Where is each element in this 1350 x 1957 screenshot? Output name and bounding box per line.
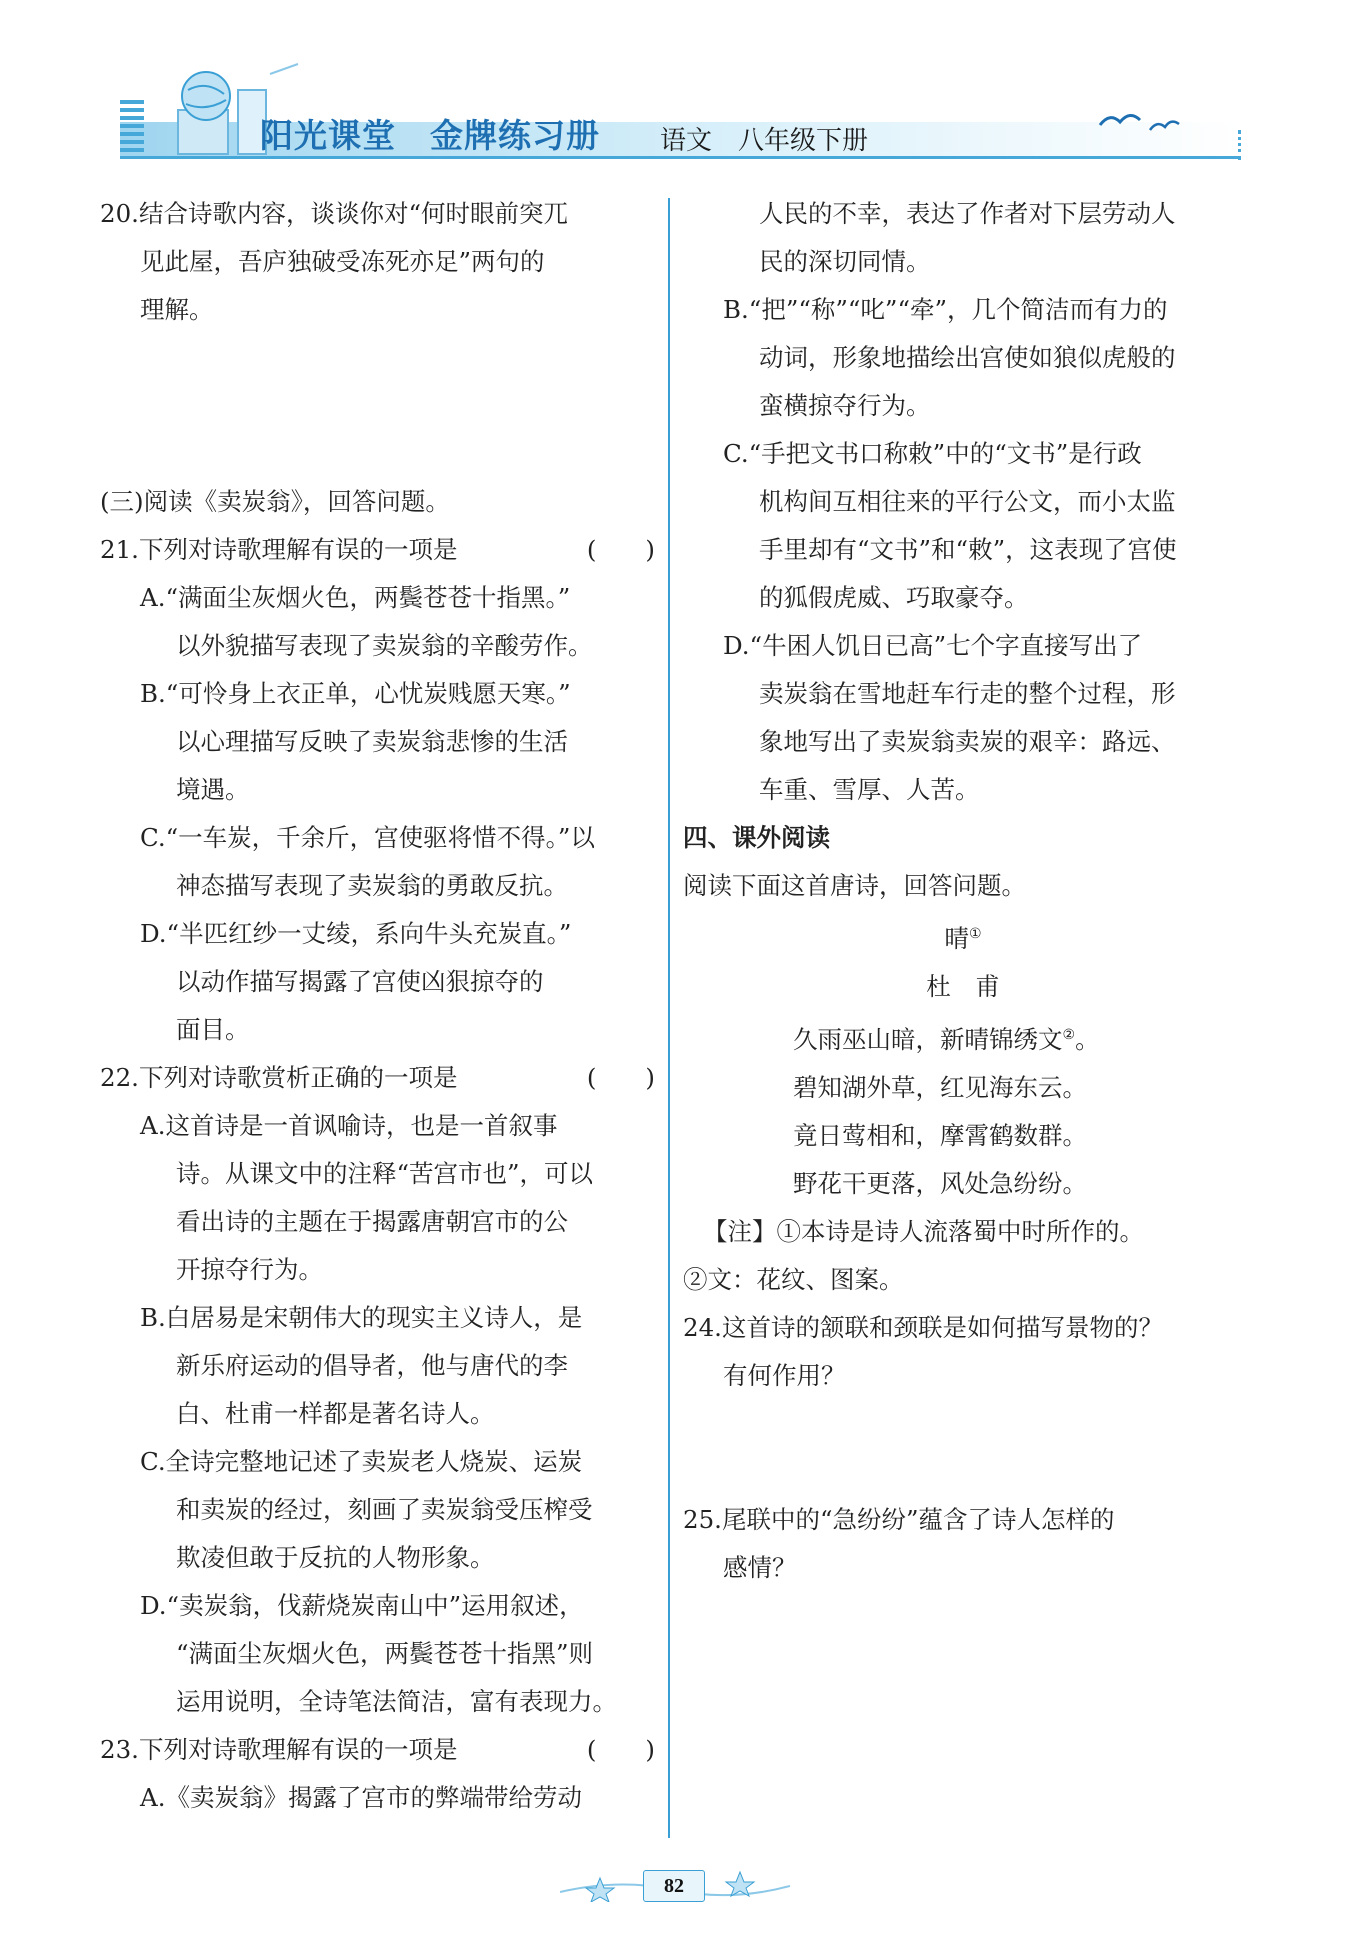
- option-line: A.《卖炭翁》揭露了宫市的弊端带给劳动: [140, 1783, 582, 1812]
- right-column: [683, 190, 1243, 1592]
- option-line: C.“手把文书口称敕”中的“文书”是行政: [723, 439, 1142, 468]
- poem-line-text: 久雨巫山暗，新晴锦绣文: [793, 1025, 1063, 1055]
- option-line: B.白居易是宋朝伟大的现实主义诗人，是: [140, 1303, 583, 1332]
- question-20-line: 理解。: [140, 295, 214, 324]
- option-line: 人民的不幸，表达了作者对下层劳动人: [759, 199, 1176, 228]
- poem-line: [683, 1011, 1243, 1064]
- option-line: A.这首诗是一首讽喻诗，也是一首叙事: [140, 1111, 558, 1140]
- poem-title: [683, 910, 1243, 963]
- option-line: 和卖炭的经过，刻画了卖炭翁受压榨受: [176, 1495, 593, 1524]
- option-line: B.“可怜身上衣正单，心忧炭贱愿天寒。”: [140, 679, 571, 708]
- option-line: 面目。: [176, 1015, 250, 1044]
- page-header: [100, 60, 1240, 170]
- header-dash-decoration: [1220, 130, 1241, 160]
- option-line: 卖炭翁在雪地赶车行走的整个过程，形: [759, 679, 1176, 708]
- question-25-line: 感情？: [723, 1553, 797, 1583]
- option-line: C.全诗完整地记述了卖炭老人烧炭、运炭: [140, 1447, 583, 1476]
- reading-instruction: 阅读下面这首唐诗，回答问题。: [683, 871, 1026, 900]
- poem-line: 竟日莺相和，摩霄鹤数群。: [793, 1121, 1087, 1151]
- option-line: 机构间互相往来的平行公文，而小太监: [759, 487, 1176, 516]
- birds-icon: [1095, 100, 1195, 140]
- option-line: 车重、雪厚、人苦。: [759, 775, 980, 804]
- option-line: D.“牛困人饥日已高”七个字直接写出了: [723, 631, 1143, 660]
- poem-note: 【注】①本诗是诗人流落蜀中时所作的。: [703, 1217, 1144, 1247]
- option-line: 开掠夺行为。: [176, 1255, 323, 1284]
- answer-space[interactable]: [683, 1400, 1243, 1496]
- poem-title-text: 晴: [944, 924, 969, 954]
- option-line: 新乐府运动的倡导者，他与唐代的李: [176, 1351, 568, 1380]
- option-line: 白、杜甫一样都是著名诗人。: [176, 1399, 495, 1428]
- answer-bracket[interactable]: ( ): [586, 535, 655, 564]
- question-21-text: 21.下列对诗歌理解有误的一项是: [100, 535, 458, 564]
- left-column: [100, 190, 655, 1822]
- poem-line: 碧知湖外草，红见海东云。: [793, 1073, 1087, 1103]
- answer-bracket[interactable]: ( ): [586, 1063, 655, 1092]
- option-line: 神态描写表现了卖炭翁的勇敢反抗。: [176, 871, 568, 900]
- option-line: D.“半匹红纱一丈绫，系向牛头充炭直。”: [140, 919, 572, 948]
- option-line: A.“满面尘灰烟火色，两鬓苍苍十指黑。”: [140, 583, 571, 612]
- question-22: [100, 1054, 655, 1102]
- question-21: [100, 526, 655, 574]
- poem-line-punct: 。: [1075, 1025, 1100, 1055]
- option-line: “满面尘灰烟火色，两鬓苍苍十指黑”则: [176, 1639, 594, 1668]
- footnote-mark: ①: [968, 926, 982, 942]
- header-stripes-decoration: [120, 100, 144, 156]
- question-20-line: 20.结合诗歌内容，谈谈你对“何时眼前突兀: [100, 199, 568, 228]
- question-24-line: 24.这首诗的颔联和颈联是如何描写景物的？: [683, 1313, 1163, 1343]
- section-extracurricular: 四、课外阅读: [683, 823, 830, 852]
- question-25-line: 25.尾联中的“急纷纷”蕴含了诗人怎样的: [683, 1505, 1115, 1535]
- option-line: D.“卖炭翁，伐薪烧炭南山中”运用叙述，: [140, 1591, 584, 1620]
- question-23: [100, 1726, 655, 1774]
- option-line: B.“把”“称”“叱”“牵”，几个简洁而有力的: [723, 295, 1168, 324]
- subject-grade: 语文 八年级下册: [660, 126, 869, 156]
- question-20-line: 见此屋，吾庐独破受冻死亦足”两句的: [140, 247, 545, 276]
- option-line: 民的深切同情。: [759, 247, 931, 276]
- option-line: 看出诗的主题在于揭露唐朝宫市的公: [176, 1207, 568, 1236]
- poem-line: 野花干更落，风处急纷纷。: [793, 1169, 1087, 1199]
- question-22-text: 22.下列对诗歌赏析正确的一项是: [100, 1063, 458, 1092]
- poem-note: ②文：花纹、图案。: [683, 1265, 904, 1295]
- option-line: 境遇。: [176, 775, 250, 804]
- option-line: 运用说明，全诗笔法简洁，富有表现力。: [176, 1687, 617, 1716]
- question-23-text: 23.下列对诗歌理解有误的一项是: [100, 1735, 458, 1764]
- option-line: 欺凌但敢于反抗的人物形象。: [176, 1543, 495, 1572]
- option-line: 动词，形象地描绘出宫使如狼似虎般的: [759, 343, 1176, 372]
- poem-author: 杜 甫: [926, 972, 1000, 1002]
- option-line: 以心理描写反映了卖炭翁悲惨的生活: [176, 727, 568, 756]
- option-line: C.“一车炭，千余斤，宫使驱将惜不得。”以: [140, 823, 595, 852]
- answer-bracket[interactable]: ( ): [586, 1735, 655, 1764]
- page-footer: [0, 1860, 1350, 1910]
- option-line: 蛮横掠夺行为。: [759, 391, 931, 420]
- answer-space[interactable]: [100, 334, 655, 478]
- option-line: 以外貌描写表现了卖炭翁的辛酸劳作。: [176, 631, 593, 660]
- page-number: 82: [643, 1870, 705, 1902]
- question-24-line: 有何作用？: [723, 1361, 846, 1391]
- option-line: 诗。从课文中的注释“苦宫市也”，可以: [176, 1159, 594, 1188]
- footnote-mark: ②: [1062, 1027, 1076, 1044]
- option-line: 象地写出了卖炭翁卖炭的艰辛：路远、: [759, 727, 1176, 756]
- column-divider: [668, 198, 670, 1838]
- option-line: 以动作描写揭露了宫使凶狠掠夺的: [176, 967, 544, 996]
- option-line: 的狐假虎威、巧取豪夺。: [759, 583, 1029, 612]
- section-reading-3: (三)阅读《卖炭翁》，回答问题。: [100, 487, 450, 516]
- series-title: 阳光课堂 金牌练习册: [260, 116, 600, 155]
- option-line: 手里却有“文书”和“敕”，这表现了宫使: [759, 535, 1177, 564]
